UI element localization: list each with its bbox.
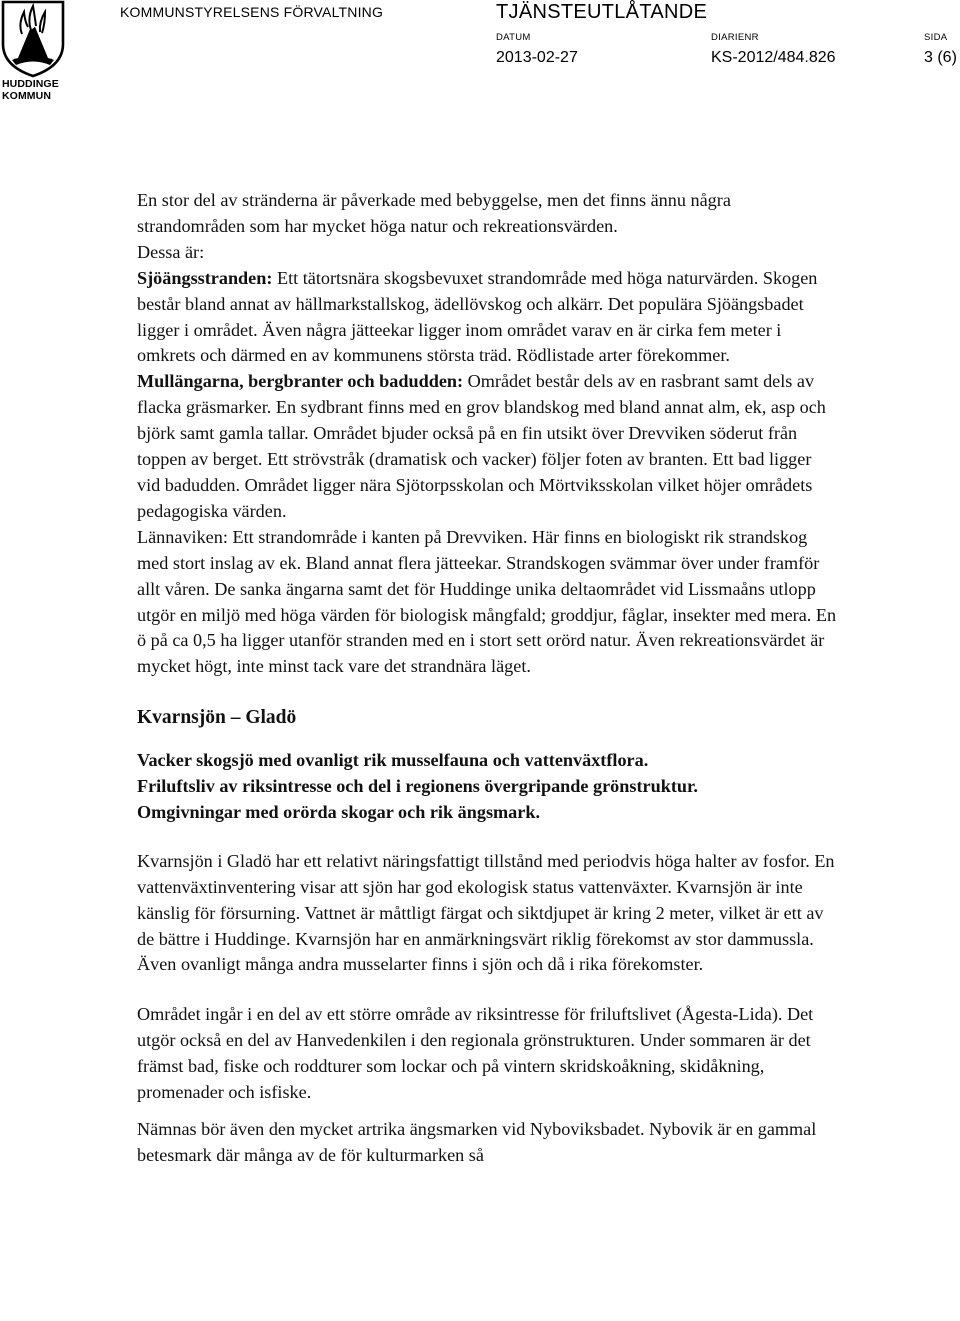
document-body: [137, 188, 837, 1169]
registry-value: KS-2012/484.826: [711, 49, 836, 66]
registry-label: DIARIENR: [711, 32, 759, 43]
mullangarna-title: Mullängarna, bergbranter och badudden:: [137, 371, 464, 392]
lannaviken-title: Lännaviken:: [137, 526, 228, 547]
sjoangsstranden-text: Ett tätortsnära skogsbevuxet strandområde med höga naturvärden. Skogen består bland annat av hällmarkstallskog, ädellövskog och alkärr. Det populära Sjöängsbadet ligger i området. Även några jätteekar ligger inom området varav en är cirka fem meter i omkrets och därmed en av kommunens största träd. Rödlistade arter förekommer.: [137, 267, 818, 366]
mullangarna-text: Området består dels av en rasbrant samt dels av flacka gräsmarker. En sydbrant finns med en grov blandskog med bland annat alm, ek, asp och björk samt gamla tallar. Området bjuder också på en fin utsikt över Drevviken söderut från toppen av berget. Ett strövstråk (dramatisk och vacker) följer foten av branten. Ett bad ligger vid badudden. Området ligger nära Sjötorpsskolan och Mörtviksskolan vilket höjer områdets pedagogiska värden.: [137, 371, 826, 521]
kvarnsjon-paragraph: Kvarnsjön i Gladö har ett relativt näringsfattigt tillstånd med periodvis höga halter av fosfor. En vattenväxtinventering visar att sjön har god ekologisk status vattenväxter. Kvarnsjön är inte känslig för försurning. Vattnet är måttligt färgat och siktdjupet är kring 2 meter, vilket är ett av de bättre i Huddinge. Kvarnsjön har en anmärkningsvärt riklig förekomst av stor dammussla. Även ovanligt många andra musselarter finns i sjön och då i rika förekomster.: [137, 850, 835, 975]
sjoangsstranden-paragraph: [137, 266, 837, 370]
huddinge-logo: [0, 0, 68, 108]
sjoangsstranden-title: Sjöängsstranden:: [137, 267, 273, 288]
date-label: DATUM: [496, 32, 531, 43]
lannaviken-text: Ett strandområde i kanten på Drevviken. Här finns en biologiskt rik strandskog med stort inslag av ek. Bland annat flera jätteekar. Strandskogen svämmar över under framför allt våren. De sanka ängarna samt det för Huddinge unika deltaområdet vid Lissmaåns utlopp utgör en miljö med höga värden för biologisk mångfald; groddjur, fåglar, insekter med mera. En ö på ca 0,5 ha ligger utanför stranden med en i stort sett orörd natur. Även rekreationsvärdet är mycket högt, inte minst tack vare det strandnära läget.: [137, 526, 837, 677]
page-label: SIDA: [924, 32, 948, 43]
document-type: TJÄNSTEUTLÅTANDE: [496, 1, 708, 23]
section-heading: Kvarnsjön – Gladö: [137, 707, 297, 729]
mullangarna-paragraph: [137, 369, 837, 524]
summary-line-3: Omgivningar med orörda skogar och rik ängsmark.: [137, 801, 541, 822]
omradet-paragraph: Området ingår i en del av ett större område av riksintresse för friluftslivet (Ågesta-Lida). Det utgör också en del av Hanvedenkilen i den regionala grönstrukturen. Under sommaren är det främst bad, fiske och roddturer som lockar och på vintern skridskoåkning, skidåkning, promenader och isfiske.: [137, 1004, 814, 1103]
intro-paragraph: En stor del av stränderna är påverkade med bebyggelse, men det finns ännu några strandområden som har mycket höga natur och rekreationsvärden.: [137, 190, 731, 236]
summary-line-1: Vacker skogsjö med ovanligt rik musselfauna och vattenväxtflora.: [137, 750, 649, 771]
page-header: [0, 0, 960, 110]
logo-text-line2: KOMMUN: [2, 90, 52, 102]
crest-icon: [0, 0, 68, 78]
namnas-paragraph: Nämnas bör även den mycket artrika ängsmarken vid Nyboviksbadet. Nybovik är en gammal betesmark där många av de för kulturmarken så: [137, 1119, 817, 1165]
page-number: 3 (6): [924, 49, 957, 66]
organization-name: KOMMUNSTYRELSENS FÖRVALTNING: [120, 4, 384, 20]
logo-text-line1: HUDDINGE: [2, 78, 59, 90]
summary-line-2: Friluftsliv av riksintresse och del i regionens övergripande grönstruktur.: [137, 776, 698, 797]
dessa-line: Dessa är:: [137, 241, 205, 262]
date-value: 2013-02-27: [496, 49, 578, 66]
lannaviken-paragraph: [137, 525, 837, 680]
